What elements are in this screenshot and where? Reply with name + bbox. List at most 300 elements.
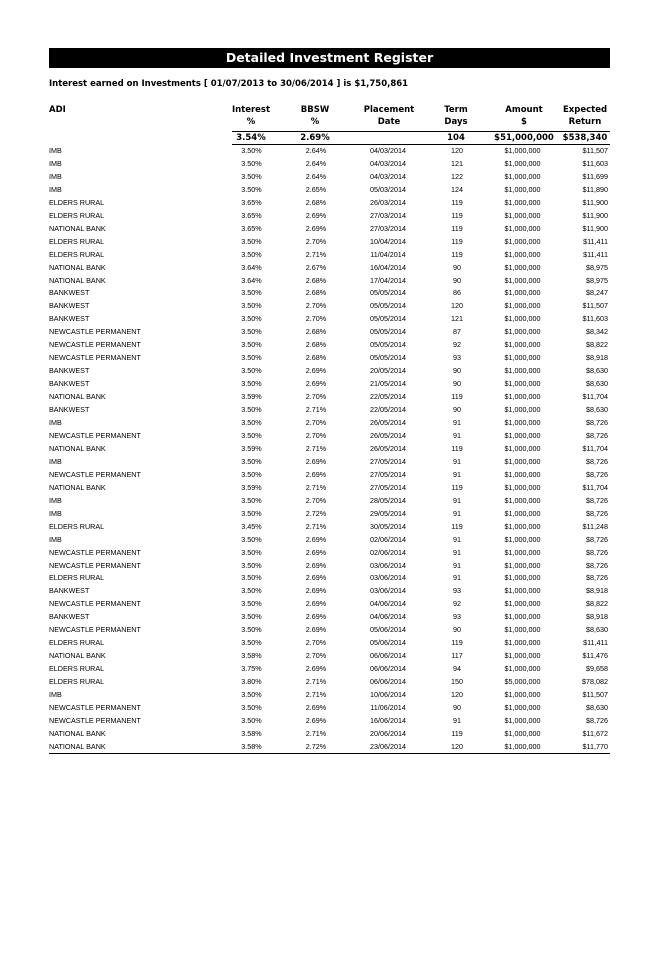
adi-cell: BANKWEST [49,288,90,298]
expected-return-cell: $8,726 [586,534,608,544]
bbsw-cell: 2.70% [305,418,327,428]
total-expected: $538,340 [562,133,608,143]
table-row [49,637,608,650]
adi-cell: ELDERS RURAL [49,197,105,207]
expected-return-cell: $8,630 [586,366,608,376]
term-days-cell: 121 [451,158,463,168]
interest-cell: 3.50% [241,702,262,712]
interest-cell: 3.50% [241,340,262,350]
bbsw-cell: 2.69% [305,560,327,570]
interest-cell: 3.58% [241,651,262,661]
bbsw-cell: 2.69% [305,366,327,376]
bbsw-cell: 2.68% [305,275,327,285]
expected-return-cell: $11,603 [582,314,608,324]
header-interest-line1: Interest [231,105,271,115]
header-placement [349,104,429,128]
table-row [49,197,608,210]
adi-cell: NATIONAL BANK [49,262,106,272]
term-days-cell: 119 [451,249,463,259]
interest-cell: 3.50% [241,236,262,246]
term-days-cell: 91 [453,430,461,440]
placement-date-cell: 16/04/2014 [370,262,406,272]
placement-date-cell: 04/03/2014 [370,158,406,168]
bbsw-cell: 2.70% [305,651,327,661]
adi-cell: BANKWEST [49,301,90,311]
adi-cell: ELDERS RURAL [49,521,105,531]
amount-cell: $1,000,000 [504,392,541,402]
placement-date-cell: 22/05/2014 [370,405,406,415]
total-interest: 3.54% [236,133,266,143]
interest-cell: 3.50% [241,547,262,557]
term-days-cell: 120 [451,301,463,311]
interest-cell: 3.50% [241,715,262,725]
table-row [49,715,608,728]
interest-cell: 3.50% [241,249,262,259]
interest-cell: 3.80% [241,677,262,687]
adi-cell: IMB [49,508,62,518]
table-row [49,611,608,624]
interest-cell: 3.50% [241,366,262,376]
amount-cell: $1,000,000 [504,612,541,622]
amount-cell: $1,000,000 [504,301,541,311]
placement-date-cell: 28/05/2014 [370,495,406,505]
table-row [49,663,608,676]
bbsw-cell: 2.72% [305,741,327,751]
header-amount [489,104,559,128]
header-bbsw-line1: BBSW [300,105,330,115]
expected-return-cell: $8,726 [586,715,608,725]
adi-cell: NATIONAL BANK [49,392,106,402]
term-days-cell: 86 [453,288,461,298]
amount-cell: $1,000,000 [504,456,541,466]
term-days-cell: 90 [453,405,461,415]
term-days-cell: 87 [453,327,461,337]
amount-cell: $1,000,000 [504,690,541,700]
header-expected [555,104,615,128]
placement-date-cell: 10/04/2014 [370,236,406,246]
page-title: Detailed Investment Register [49,48,610,68]
adi-cell: NEWCASTLE PERMANENT [49,327,141,337]
table-row [49,676,608,689]
adi-cell: NEWCASTLE PERMANENT [49,353,141,363]
header-placement-line2: Date [377,117,401,127]
placement-date-cell: 17/04/2014 [370,275,406,285]
bbsw-cell: 2.64% [305,146,327,155]
interest-cell: 3.50% [241,171,262,181]
amount-cell: $1,000,000 [504,651,541,661]
header-interest-line2: % [246,117,256,127]
term-days-cell: 91 [453,495,461,505]
term-days-cell: 91 [453,560,461,570]
placement-date-cell: 03/06/2014 [370,573,406,583]
placement-date-cell: 27/05/2014 [370,469,406,479]
bbsw-cell: 2.70% [305,392,327,402]
bbsw-cell: 2.69% [305,210,327,220]
placement-date-cell: 11/06/2014 [370,702,406,712]
adi-cell: NEWCASTLE PERMANENT [49,547,141,557]
interest-cell: 3.50% [241,690,262,700]
adi-cell: IMB [49,495,62,505]
bbsw-cell: 2.69% [305,534,327,544]
placement-date-cell: 26/05/2014 [370,430,406,440]
expected-return-cell: $8,342 [586,327,608,337]
amount-cell: $1,000,000 [504,469,541,479]
term-days-cell: 122 [451,171,463,181]
placement-date-cell: 27/03/2014 [370,223,406,233]
interest-cell: 3.50% [241,288,262,298]
placement-date-cell: 20/05/2014 [370,366,406,376]
table-row [49,184,608,197]
term-days-cell: 90 [453,366,461,376]
term-days-cell: 119 [451,638,463,648]
table-row [49,145,608,158]
placement-date-cell: 05/05/2014 [370,301,406,311]
bbsw-cell: 2.68% [305,327,327,337]
placement-date-cell: 05/06/2014 [370,625,406,635]
term-days-cell: 121 [451,314,463,324]
bbsw-cell: 2.69% [305,573,327,583]
placement-date-cell: 06/06/2014 [370,651,406,661]
expected-return-cell: $11,900 [582,210,608,220]
bbsw-cell: 2.69% [305,469,327,479]
adi-cell: ELDERS RURAL [49,236,105,246]
adi-cell: IMB [49,456,62,466]
bbsw-cell: 2.67% [305,262,327,272]
amount-cell: $1,000,000 [504,366,541,376]
term-days-cell: 91 [453,547,461,557]
adi-cell: IMB [49,158,62,168]
amount-cell: $1,000,000 [504,728,541,738]
bbsw-cell: 2.69% [305,223,327,233]
adi-cell: NEWCASTLE PERMANENT [49,715,141,725]
adi-cell: IMB [49,534,62,544]
table-row [49,741,608,754]
expected-return-cell: $8,726 [586,418,608,428]
interest-cell: 3.65% [241,223,262,233]
placement-date-cell: 06/06/2014 [370,677,406,687]
interest-cell: 3.50% [241,586,262,596]
term-days-cell: 91 [453,534,461,544]
interest-cell: 3.59% [241,392,262,402]
interest-cell: 3.58% [241,741,262,751]
header-bbsw-line2: % [310,117,320,127]
interest-cell: 3.50% [241,456,262,466]
amount-cell: $1,000,000 [504,664,541,674]
expected-return-cell: $8,630 [586,405,608,415]
term-days-cell: 91 [453,469,461,479]
table-row [49,287,608,300]
table-row [49,624,608,637]
adi-cell: ELDERS RURAL [49,573,105,583]
interest-cell: 3.50% [241,379,262,389]
expected-return-cell: $8,726 [586,430,608,440]
bbsw-cell: 2.70% [305,314,327,324]
placement-date-cell: 05/06/2014 [370,638,406,648]
term-days-cell: 119 [451,236,463,246]
table-row [49,456,608,469]
expected-return-cell: $8,247 [586,288,608,298]
table-row [49,378,608,391]
expected-return-cell: $8,975 [586,275,608,285]
adi-cell: BANKWEST [49,366,90,376]
amount-cell: $1,000,000 [504,715,541,725]
amount-cell: $1,000,000 [504,430,541,440]
adi-cell: IMB [49,146,62,155]
bbsw-cell: 2.71% [305,690,327,700]
placement-date-cell: 21/05/2014 [370,379,406,389]
placement-date-cell: 26/03/2014 [370,197,406,207]
table-row [49,210,608,223]
bbsw-cell: 2.69% [305,715,327,725]
term-days-cell: 119 [451,392,463,402]
amount-cell: $1,000,000 [504,379,541,389]
expected-return-cell: $8,726 [586,573,608,583]
interest-cell: 3.50% [241,612,262,622]
bbsw-cell: 2.70% [305,638,327,648]
adi-cell: NATIONAL BANK [49,728,106,738]
placement-date-cell: 05/05/2014 [370,288,406,298]
term-days-cell: 93 [453,353,461,363]
bbsw-cell: 2.68% [305,340,327,350]
totals-row [49,131,610,144]
interest-cell: 3.64% [241,262,262,272]
bbsw-cell: 2.69% [305,586,327,596]
placement-date-cell: 20/06/2014 [370,728,406,738]
term-days-cell: 92 [453,340,461,350]
amount-cell: $1,000,000 [504,184,541,194]
amount-cell: $1,000,000 [504,405,541,415]
adi-cell: BANKWEST [49,586,90,596]
amount-cell: $1,000,000 [504,146,541,155]
amount-cell: $1,000,000 [504,521,541,531]
term-days-cell: 93 [453,612,461,622]
interest-cell: 3.59% [241,482,262,492]
table-row [49,547,608,560]
placement-date-cell: 02/06/2014 [370,534,406,544]
table-row [49,404,608,417]
amount-cell: $1,000,000 [504,534,541,544]
term-days-cell: 91 [453,573,461,583]
term-days-cell: 117 [451,651,463,661]
interest-cell: 3.45% [241,521,262,531]
placement-date-cell: 03/06/2014 [370,560,406,570]
term-days-cell: 119 [451,443,463,453]
placement-date-cell: 26/05/2014 [370,443,406,453]
expected-return-cell: $8,918 [586,353,608,363]
expected-return-cell: $8,630 [586,702,608,712]
header-term [431,104,481,128]
term-days-cell: 119 [451,521,463,531]
total-term: 104 [447,133,465,143]
term-days-cell: 119 [451,210,463,220]
interest-cell: 3.50% [241,638,262,648]
term-days-cell: 119 [451,728,463,738]
table-row [49,495,608,508]
placement-date-cell: 27/03/2014 [370,210,406,220]
amount-cell: $1,000,000 [504,353,541,363]
header-placement-line1: Placement [363,105,415,115]
expected-return-cell: $11,699 [582,171,608,181]
placement-date-cell: 29/05/2014 [370,508,406,518]
table-row [49,443,608,456]
placement-date-cell: 04/06/2014 [370,599,406,609]
amount-cell: $1,000,000 [504,314,541,324]
expected-return-cell: $11,770 [582,741,608,751]
expected-return-cell: $8,822 [586,599,608,609]
expected-return-cell: $8,726 [586,560,608,570]
table-row [49,585,608,598]
adi-cell: NATIONAL BANK [49,741,106,751]
bbsw-cell: 2.69% [305,612,327,622]
adi-cell: NATIONAL BANK [49,275,106,285]
table-bottom-rule [49,753,610,754]
interest-cell: 3.58% [241,728,262,738]
placement-date-cell: 27/05/2014 [370,456,406,466]
amount-cell: $1,000,000 [504,560,541,570]
bbsw-cell: 2.70% [305,430,327,440]
expected-return-cell: $11,507 [582,301,608,311]
bbsw-cell: 2.68% [305,197,327,207]
term-days-cell: 120 [451,146,463,155]
amount-cell: $1,000,000 [504,638,541,648]
adi-cell: BANKWEST [49,405,90,415]
term-days-cell: 90 [453,702,461,712]
table-row [49,275,608,288]
table-row [49,508,608,521]
header-bbsw [285,104,345,128]
placement-date-cell: 10/06/2014 [370,690,406,700]
placement-date-cell: 22/05/2014 [370,392,406,402]
table-row [49,352,608,365]
interest-cell: 3.64% [241,275,262,285]
bbsw-cell: 2.69% [305,379,327,389]
adi-cell: IMB [49,171,62,181]
expected-return-cell: $11,411 [583,249,608,259]
placement-date-cell: 27/05/2014 [370,482,406,492]
adi-cell: NATIONAL BANK [49,482,106,492]
placement-date-cell: 05/05/2014 [370,327,406,337]
investment-table [49,145,608,754]
adi-cell: BANKWEST [49,379,90,389]
term-days-cell: 119 [451,223,463,233]
bbsw-cell: 2.71% [305,249,327,259]
total-amount: $51,000,000 [494,133,554,143]
placement-date-cell: 05/03/2014 [370,184,406,194]
term-days-cell: 124 [451,184,463,194]
expected-return-cell: $8,918 [586,586,608,596]
amount-cell: $1,000,000 [504,443,541,453]
interest-cell: 3.50% [241,158,262,168]
expected-return-cell: $11,476 [582,651,608,661]
placement-date-cell: 05/05/2014 [370,314,406,324]
table-row [49,223,608,236]
placement-date-cell: 23/06/2014 [370,741,406,751]
bbsw-cell: 2.69% [305,599,327,609]
interest-cell: 3.50% [241,495,262,505]
interest-cell: 3.50% [241,560,262,570]
term-days-cell: 90 [453,379,461,389]
amount-cell: $1,000,000 [504,236,541,246]
table-row [49,469,608,482]
expected-return-cell: $11,411 [583,236,608,246]
adi-cell: ELDERS RURAL [49,677,105,687]
bbsw-cell: 2.72% [305,508,327,518]
term-days-cell: 119 [451,482,463,492]
placement-date-cell: 04/03/2014 [370,171,406,181]
term-days-cell: 120 [451,690,463,700]
table-row [49,365,608,378]
amount-cell: $1,000,000 [504,586,541,596]
expected-return-cell: $11,603 [582,158,608,168]
bbsw-cell: 2.69% [305,702,327,712]
header-amount-line1: Amount [505,105,543,115]
amount-cell: $1,000,000 [504,625,541,635]
adi-cell: IMB [49,418,62,428]
header-expected-line1: Expected [562,105,608,115]
bbsw-cell: 2.64% [305,158,327,168]
adi-cell: ELDERS RURAL [49,638,105,648]
placement-date-cell: 26/05/2014 [370,418,406,428]
table-row [49,313,608,326]
expected-return-cell: $8,726 [586,547,608,557]
table-row [49,482,608,495]
expected-return-cell: $8,726 [586,469,608,479]
header-expected-line2: Return [568,117,602,127]
placement-date-cell: 02/06/2014 [370,547,406,557]
placement-date-cell: 03/06/2014 [370,586,406,596]
adi-cell: NATIONAL BANK [49,443,106,453]
adi-cell: NEWCASTLE PERMANENT [49,560,141,570]
table-row [49,417,608,430]
amount-cell: $1,000,000 [504,223,541,233]
interest-cell: 3.50% [241,625,262,635]
header-amount-line2: $ [521,117,527,127]
total-bbsw: 2.69% [300,133,330,143]
amount-cell: $1,000,000 [504,599,541,609]
amount-cell: $5,000,000 [504,677,541,687]
header-term-line1: Term [444,105,468,115]
expected-return-cell: $9,658 [586,664,608,674]
table-row [49,702,608,715]
bbsw-cell: 2.71% [305,482,327,492]
table-row [49,300,608,313]
expected-return-cell: $11,704 [582,482,608,492]
table-row [49,326,608,339]
amount-cell: $1,000,000 [504,495,541,505]
expected-return-cell: $8,975 [586,262,608,272]
amount-cell: $1,000,000 [504,288,541,298]
expected-return-cell: $8,726 [586,508,608,518]
bbsw-cell: 2.71% [305,405,327,415]
amount-cell: $1,000,000 [504,508,541,518]
amount-cell: $1,000,000 [504,249,541,259]
expected-return-cell: $11,507 [582,146,608,155]
amount-cell: $1,000,000 [504,482,541,492]
adi-cell: BANKWEST [49,314,90,324]
table-row [49,572,608,585]
bbsw-cell: 2.70% [305,495,327,505]
header-term-line2: Days [444,117,468,127]
header-interest [221,104,281,128]
table-row [49,339,608,352]
expected-return-cell: $8,918 [586,612,608,622]
expected-return-cell: $78,082 [582,677,608,687]
term-days-cell: 90 [453,275,461,285]
adi-cell: NEWCASTLE PERMANENT [49,340,141,350]
adi-cell: ELDERS RURAL [49,210,105,220]
interest-cell: 3.50% [241,418,262,428]
expected-return-cell: $11,672 [582,728,608,738]
